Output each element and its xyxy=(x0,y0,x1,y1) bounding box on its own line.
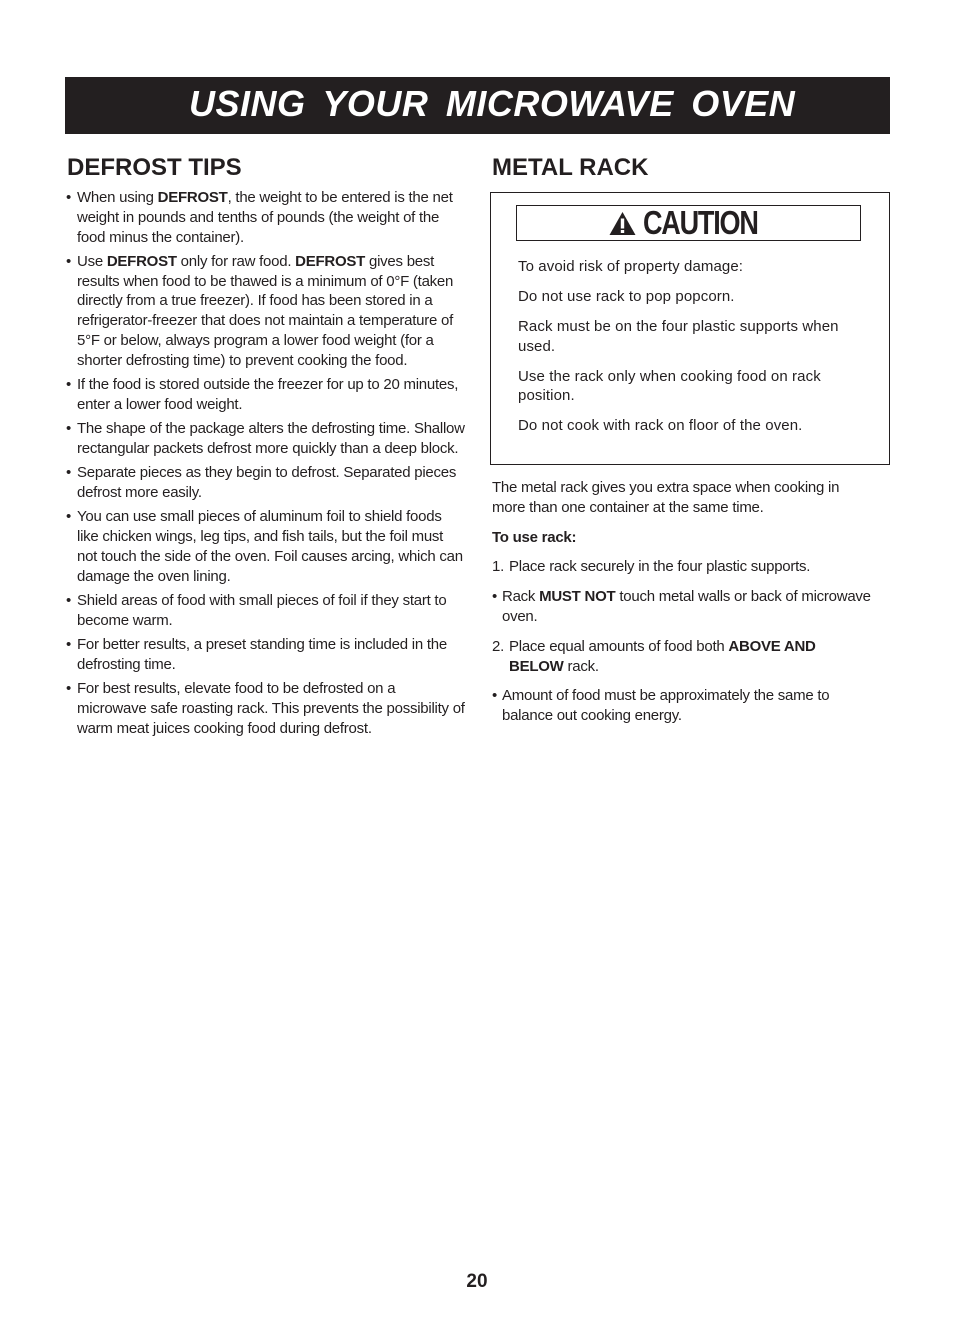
metal-rack-intro: The metal rack gives you extra space when cooking in more than one container at the same time. xyxy=(492,479,840,516)
bold-term: DEFROST xyxy=(295,252,366,270)
warning-triangle-icon xyxy=(609,211,636,236)
caution-line: Do not use rack to pop popcorn. xyxy=(518,288,735,305)
rack-step xyxy=(492,637,872,677)
bullet-icon: • xyxy=(66,592,72,610)
bullet-icon: • xyxy=(66,636,72,654)
bold-term: DEFROST xyxy=(106,252,177,270)
defrost-tip-item xyxy=(66,679,466,738)
text-run: Place rack securely in the four plastic supports. xyxy=(509,558,811,576)
text-run: Shield areas of food with small pieces of foil if they start to become warm. xyxy=(77,592,447,629)
text-run: Place equal amounts of food both xyxy=(509,637,729,655)
bullet-icon: • xyxy=(66,189,72,206)
text-run: Use xyxy=(77,252,107,270)
bullet-icon: • xyxy=(492,687,498,705)
step-number: 2. xyxy=(492,637,505,655)
caution-box xyxy=(490,192,890,465)
defrost-tip-item xyxy=(66,419,466,459)
caution-line: Use the rack only when cooking food on rack position. xyxy=(518,367,821,404)
defrost-tip-item xyxy=(66,252,466,371)
step-number: 1. xyxy=(492,558,505,576)
text-run: Amount of food must be approximately the same to balance out cooking energy. xyxy=(502,687,830,725)
rack-steps xyxy=(492,557,872,726)
bullet-icon: • xyxy=(66,508,72,526)
text-run: You can use small pieces of aluminum foil to shield foods like chicken wings, leg tips, and fish tails, but the foil must not touch the side of the oven. Foil causes arcing, which can damage the oven lining. xyxy=(77,508,463,585)
bullet-icon: • xyxy=(66,252,72,270)
text-run: rack. xyxy=(563,657,599,675)
defrost-tip-item xyxy=(66,635,466,675)
caution-label xyxy=(609,206,783,240)
text-run: only for raw food. xyxy=(176,252,296,270)
caution-line: Do not cook with rack on floor of the oven. xyxy=(518,417,803,434)
text-run: When using xyxy=(77,189,158,206)
bullet-icon: • xyxy=(66,464,72,482)
metal-rack-body xyxy=(492,478,872,736)
text-run: , the weight to be entered is the net weight in pounds and tenths of pounds (the weight of the food minus the container). xyxy=(77,189,453,246)
defrost-tips-heading: DEFROST TIPS xyxy=(67,154,242,181)
bullet-icon: • xyxy=(66,376,72,394)
bullet-icon: • xyxy=(66,680,72,698)
caution-line: To avoid risk of property damage: xyxy=(518,258,744,275)
rack-step xyxy=(492,557,872,577)
to-use-rack-subheading: To use rack: xyxy=(492,528,577,546)
defrost-tip-item xyxy=(66,591,466,631)
text-run: Separate pieces as they begin to defrost. Separated pieces defrost more easily. xyxy=(77,464,457,502)
bold-term: MUST NOT xyxy=(539,588,616,606)
caution-label-frame xyxy=(516,205,861,241)
bullet-icon: • xyxy=(492,588,498,606)
rack-note xyxy=(492,686,872,726)
caution-line: Rack must be on the four plastic supports when used. xyxy=(518,318,839,355)
rack-note xyxy=(492,587,872,627)
caution-word: CAUTION xyxy=(643,204,758,241)
bullet-icon: • xyxy=(66,420,72,438)
title-banner xyxy=(65,77,890,134)
defrost-tip-item xyxy=(66,188,466,247)
page-number: 20 xyxy=(466,1271,488,1292)
page-title: USING YOUR MICROWAVE OVEN xyxy=(189,83,796,124)
text-run: Rack xyxy=(502,588,540,606)
metal-rack-heading: METAL RACK xyxy=(492,154,649,181)
text-run: touch metal walls or back of microwave oven. xyxy=(502,588,871,625)
text-run: If the food is stored outside the freezer for up to 20 minutes, enter a lower food weight. xyxy=(77,376,459,413)
defrost-tip-item xyxy=(66,463,466,503)
bold-term: DEFROST xyxy=(157,189,228,206)
caution-lines xyxy=(518,257,858,446)
defrost-tip-item xyxy=(66,507,466,586)
defrost-tips-list xyxy=(66,188,466,743)
text-run: For best results, elevate food to be defrosted on a microwave safe roasting rack. This prevents the possibility of warm meat juices cooking food during defrost. xyxy=(77,680,465,737)
text-run: gives best results when food to be thawed is a minimum of 0°F (taken directly from a true freezer). If food has been stored in a refrigerator-freezer that does not maintain a temperature of 5°F or below, always program a lower food weight (for a shorter defrosting time) to prevent cooking the food. xyxy=(77,252,454,369)
defrost-tip-item xyxy=(66,375,466,415)
text-run: The shape of the package alters the defrosting time. Shallow rectangular packets defrost more quickly than a deep block. xyxy=(77,420,465,458)
text-run: For better results, a preset standing time is included in the defrosting time. xyxy=(77,636,447,674)
bold-term: ABOVE AND BELOW xyxy=(509,637,816,675)
